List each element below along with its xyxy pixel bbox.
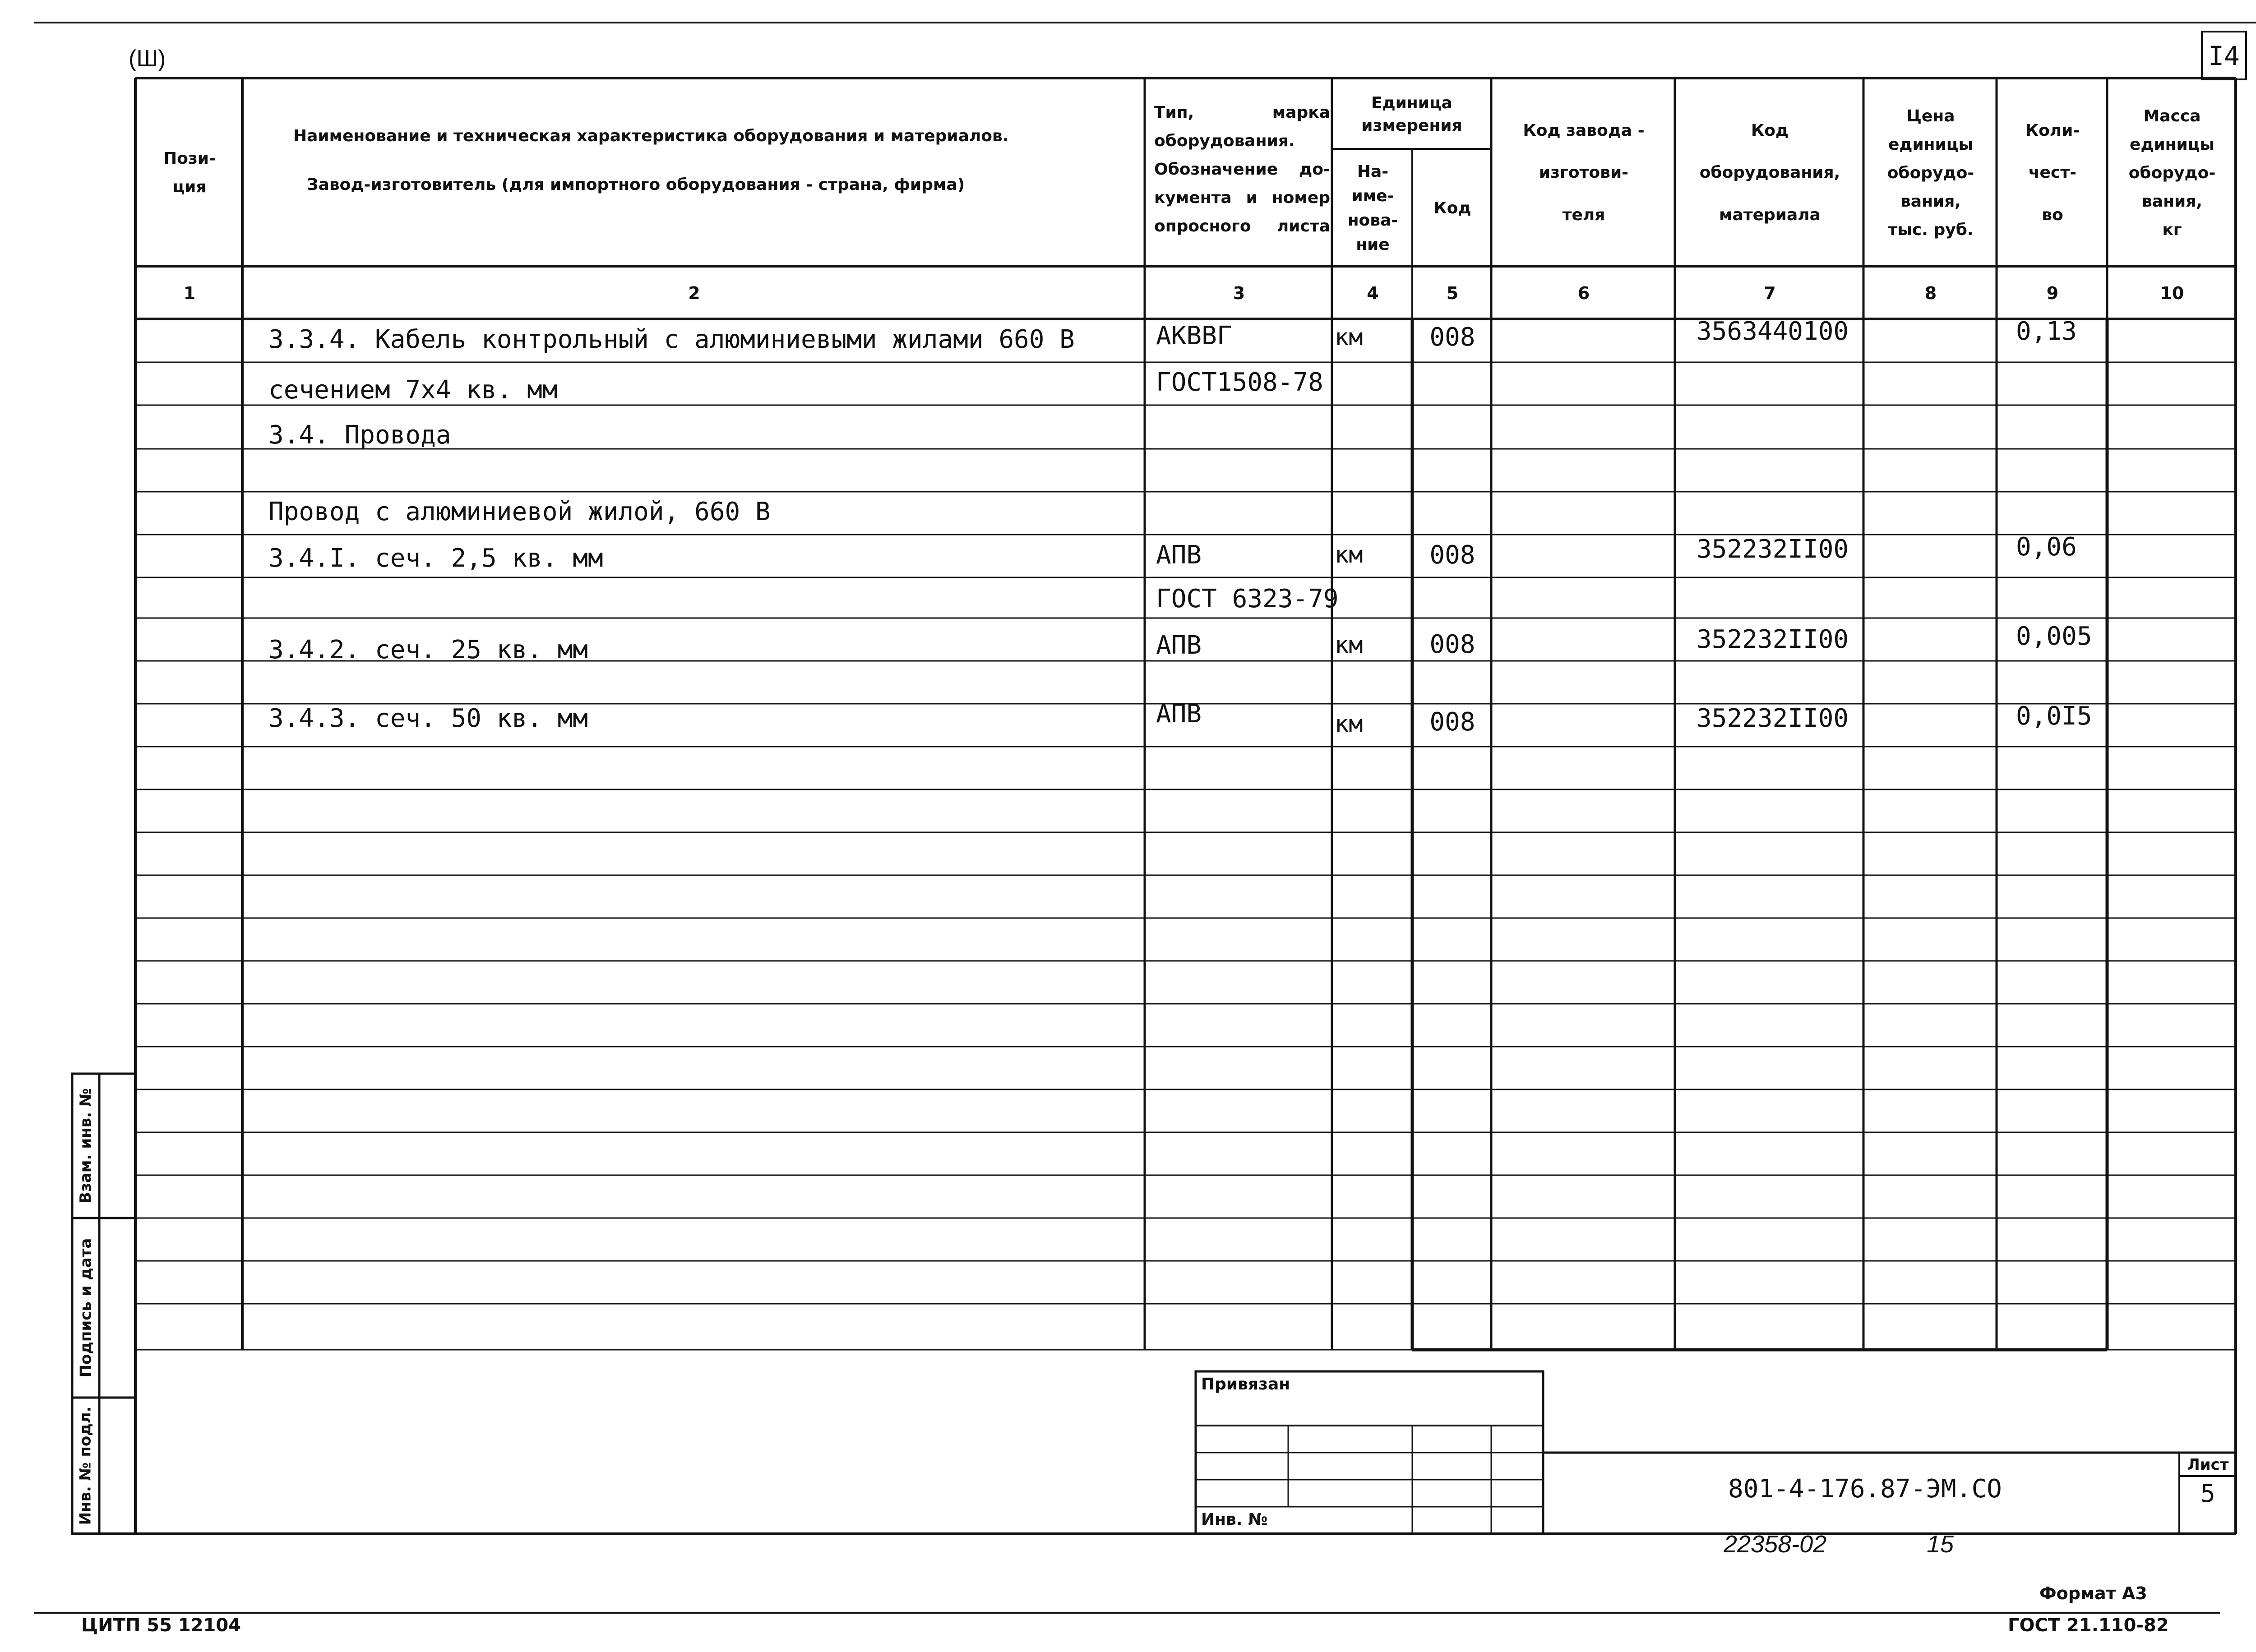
header-mass: Масса единицы оборудо- вания, кг: [2128, 106, 2216, 239]
row-equipment-code: 352232II00: [1697, 625, 1849, 654]
row-quantity: 0,06: [2016, 532, 2077, 562]
order-sheet: 15: [1927, 1531, 1954, 1558]
sheet-number: 5: [2201, 1479, 2215, 1508]
row-unit-code: 008: [1429, 540, 1475, 570]
column-number: 6: [1577, 283, 1590, 303]
row-equipment-code: 352232II00: [1697, 535, 1849, 564]
column-number: 9: [2046, 283, 2059, 303]
row-name: 3.4.I. сеч. 2,5 кв. мм: [268, 544, 603, 573]
side-label: Подпись и дата: [77, 1238, 95, 1378]
side-label: Инв. № подл.: [77, 1406, 95, 1525]
side-label: Взам. инв. №: [77, 1088, 95, 1204]
header-factory-code: Код завода - изготови- теля: [1523, 121, 1645, 224]
row-name: 3.4. Провода: [268, 420, 451, 450]
row-equipment-code: 352232II00: [1697, 704, 1849, 733]
row-unit-code: 008: [1429, 322, 1475, 352]
column-number: 4: [1367, 283, 1379, 303]
header-type: Тип, марка оборудования. Обозначение до- кумента и номер опросного листа: [1154, 103, 1330, 235]
order-number: 22358-02: [1724, 1531, 1827, 1558]
stamp-inv: Инв. №: [1201, 1510, 1268, 1529]
row-unit: км: [1335, 541, 1363, 568]
column-number: 1: [183, 283, 196, 303]
row-type: ГОСТ 6323-79: [1156, 584, 1339, 614]
header-position: Пози- ция: [163, 149, 216, 196]
row-type: АКВВГ: [1156, 321, 1232, 351]
row-type: АПВ: [1156, 699, 1202, 729]
header-name-line2: Завод-изготовитель (для импортного оборудования - страна, фирма): [307, 175, 965, 194]
row-name: 3.3.4. Кабель контрольный с алюминиевыми жилами 660 В: [268, 325, 1075, 354]
row-unit-code: 008: [1429, 707, 1475, 737]
column-number: 5: [1446, 283, 1459, 303]
row-quantity: 0,13: [2016, 317, 2077, 346]
corner-mark: (Ш): [129, 46, 166, 72]
row-type: АПВ: [1156, 631, 1202, 660]
row-name: 3.4.3. сеч. 50 кв. мм: [268, 704, 588, 733]
stamp-privyazan: Привязан: [1201, 1375, 1290, 1394]
column-number: 7: [1764, 283, 1776, 303]
header-unit-name: На- име- нова- ние: [1347, 162, 1398, 254]
row-name: Провод с алюминиевой жилой, 660 В: [268, 497, 771, 526]
row-unit-code: 008: [1429, 629, 1475, 659]
side-label-cell: [72, 1398, 99, 1534]
format-label: Формат А3: [2039, 1583, 2147, 1603]
row-unit: км: [1335, 324, 1363, 351]
row-type: АПВ: [1156, 540, 1202, 570]
header-unit-code: Код: [1433, 199, 1471, 217]
document-code: 801-4-176.87-ЭМ.СО: [1728, 1474, 2002, 1504]
side-label-cell: [72, 1074, 99, 1218]
sheet-label: Лист: [2187, 1456, 2229, 1474]
column-number: 3: [1233, 283, 1245, 303]
row-quantity: 0,0I5: [2016, 701, 2092, 731]
column-number: 8: [1924, 283, 1937, 303]
row-name: сечением 7х4 кв. мм: [268, 375, 558, 405]
row-name: 3.4.2. сеч. 25 кв. мм: [268, 635, 588, 664]
footer-gost: ГОСТ 21.110-82: [2008, 1615, 2169, 1636]
page-number: I4: [2208, 41, 2240, 71]
footer-left-code: ЦИТП 55 12104: [81, 1615, 241, 1636]
header-unit: Единица измерения: [1361, 93, 1462, 135]
header-quantity: Коли- чест- во: [2025, 121, 2080, 224]
row-quantity: 0,005: [2016, 622, 2092, 651]
side-label-cell: [72, 1218, 99, 1398]
row-unit: км: [1335, 711, 1363, 738]
header-name-line1: Наименование и техническая характеристика оборудования и материалов.: [293, 127, 1009, 145]
row-equipment-code: 3563440100: [1697, 317, 1849, 346]
column-number: 10: [2160, 283, 2184, 303]
row-type: ГОСТ1508-78: [1156, 368, 1323, 397]
header-price: Цена единицы оборудо- вания, тыс. руб.: [1887, 106, 1974, 239]
row-unit: км: [1335, 632, 1363, 659]
header-equipment-code: Код оборудования, материала: [1699, 121, 1840, 224]
column-number: 2: [688, 283, 700, 303]
